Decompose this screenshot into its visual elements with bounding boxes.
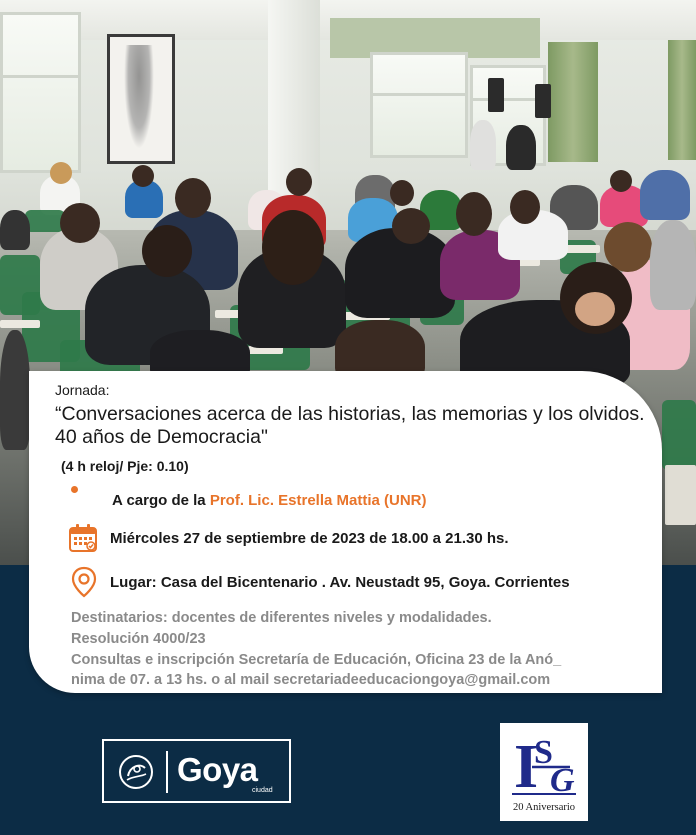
orange-dot-icon <box>71 486 78 493</box>
calendar-icon <box>68 523 98 553</box>
contact-text-line1: Consultas e inscripción Secretaría de Educación, Oficina 23 de la Anó_ <box>71 652 562 668</box>
goya-city-logo <box>102 739 291 803</box>
audience-text: Destinatarios: docentes de diferentes niveles y modalidades. <box>71 610 492 626</box>
goya-wordmark: Goya <box>177 751 258 788</box>
event-title: “Conversaciones acerca de las historias, las memorias y los olvidos. 40 años de Democracia" <box>55 403 645 448</box>
svg-text:S: S <box>534 734 553 771</box>
speaker-name: Prof. Lic. Estrella Mattia (UNR) <box>209 492 427 509</box>
speaker-line <box>112 492 427 509</box>
location-pin-icon <box>70 566 98 598</box>
svg-text:I: I <box>514 733 539 799</box>
logo-separator <box>166 751 168 793</box>
goya-emblem-icon <box>118 754 154 790</box>
svg-text:G: G <box>550 762 575 799</box>
goya-subtitle: ciudad <box>252 787 273 794</box>
event-place: Lugar: Casa del Bicentenario . Av. Neustadt 95, Goya. Corrientes <box>110 574 570 591</box>
event-date: Miércoles 27 de septiembre de 2023 de 18.00 a 21.30 hs. <box>110 530 509 547</box>
contact-text-line2: nima de 07. a 13 hs. o al mail secretariadeeducaciongoya@gmail.com <box>71 672 551 688</box>
speaker-prefix: A cargo de la <box>112 492 210 509</box>
resolution-text: Resolución 4000/23 <box>71 631 206 647</box>
isg-monogram-icon <box>506 727 582 799</box>
event-type-label: Jornada: <box>55 382 110 398</box>
event-hours: (4 h reloj/ Pje: 0.10) <box>61 458 189 474</box>
wall-map-picture <box>107 34 175 164</box>
isg-anniversary-logo <box>500 723 588 821</box>
isg-caption: 20 Aniversario <box>512 802 576 813</box>
